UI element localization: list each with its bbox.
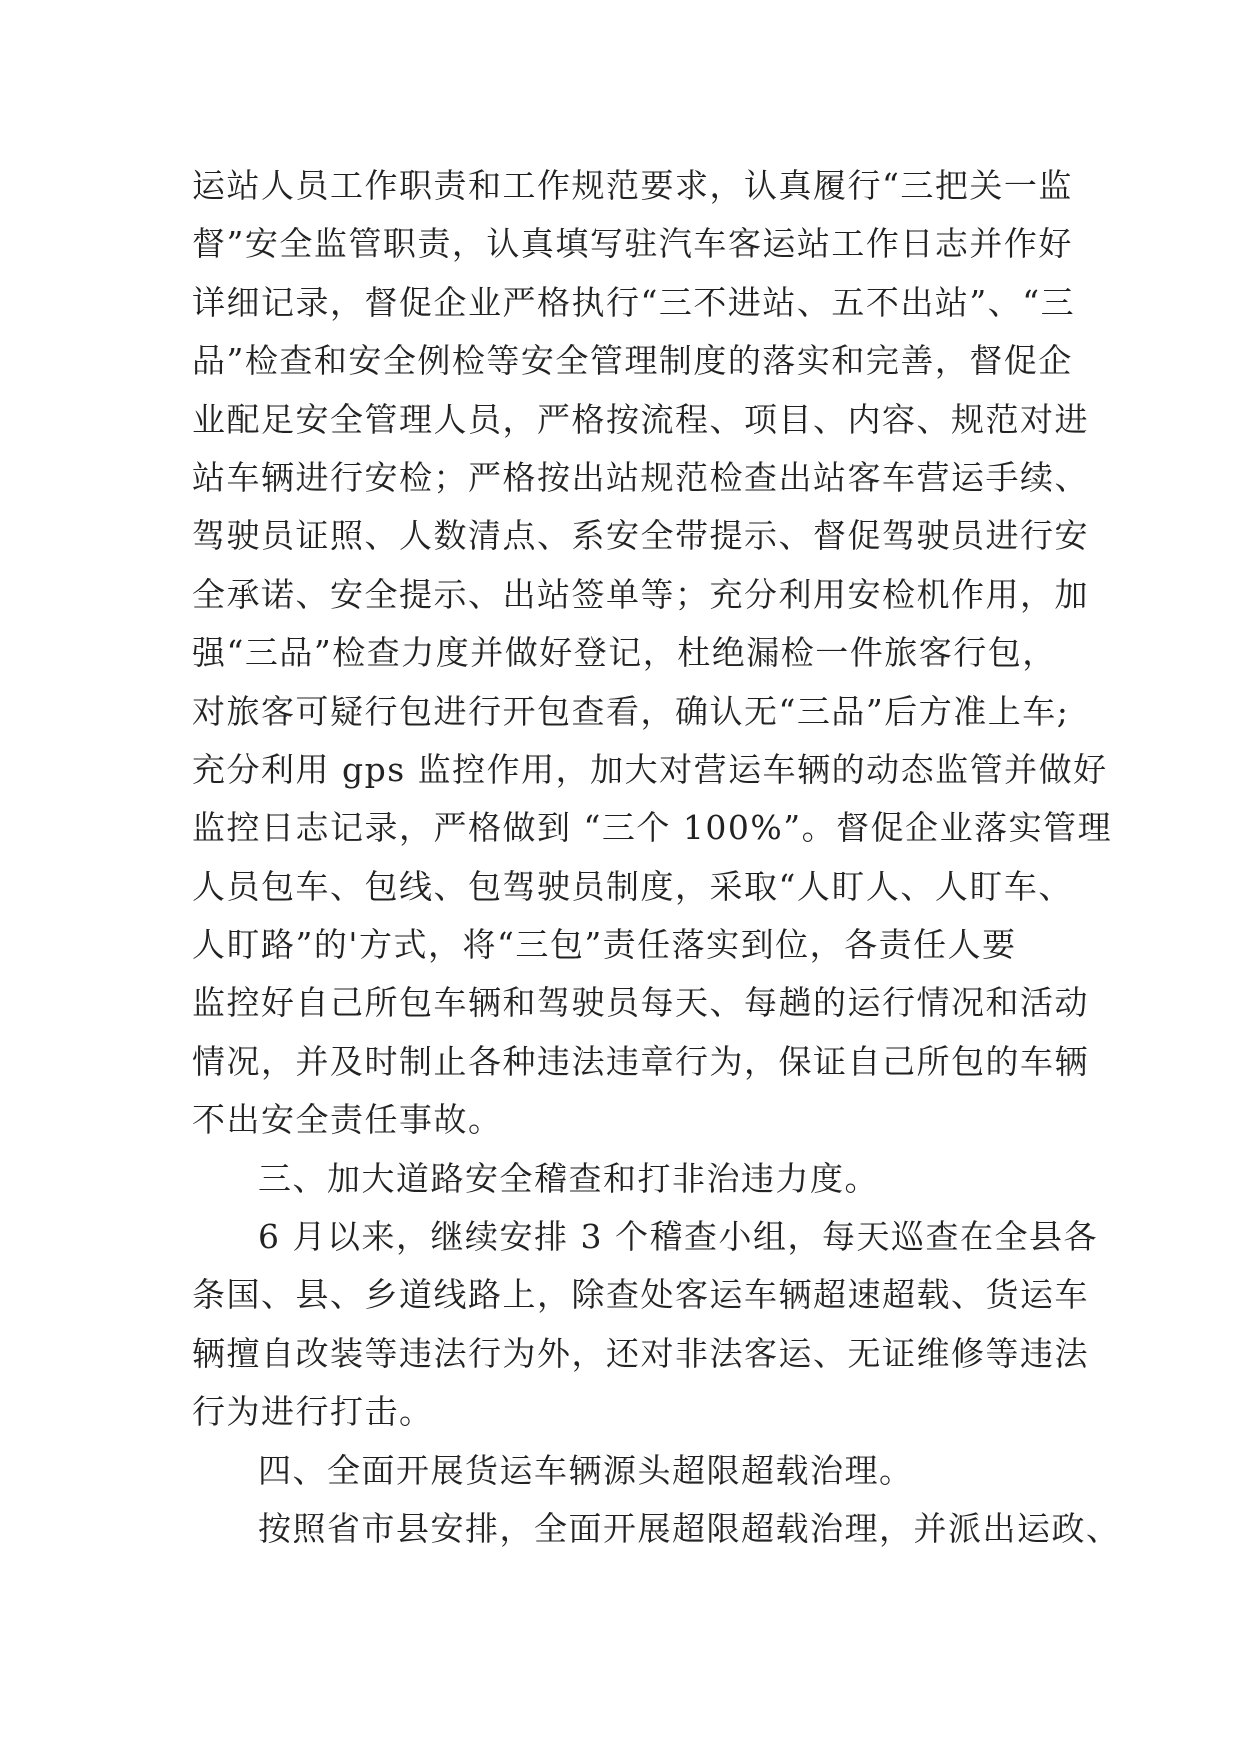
text-line: 辆擅自改装等违法行为外，还对非法客运、无证维修等违法 xyxy=(192,1333,1089,1373)
text-line: 全承诺、安全提示、出站签单等；充分利用安检机作用，加 xyxy=(192,574,1089,614)
text-line: 情况，并及时制止各种违法违章行为，保证自己所包的车辆 xyxy=(192,1041,1089,1081)
paragraph-first-line: 6 月以来，继续安排 3 个稽查小组，每天巡查在全县各 xyxy=(258,1217,1098,1257)
text-line: 品”检查和安全例检等安全管理制度的落实和完善，督促企 xyxy=(192,341,1073,381)
text-line: 业配足安全管理人员，严格按流程、项目、内容、规范对进 xyxy=(192,399,1089,439)
text-line: 监控好自己所包车辆和驾驶员每天、每趟的运行情况和活动 xyxy=(192,983,1089,1023)
text-line: 行为进行打击。 xyxy=(192,1392,434,1432)
text-line: 强“三品”检查力度并做好登记，杜绝漏检一件旅客行包， xyxy=(192,633,1057,673)
text-line: 驾驶员证照、人数清点、系安全带提示、督促驾驶员进行安 xyxy=(192,516,1089,556)
text-line: 详细记录，督促企业严格执行“三不进站、五不出站”、“三 xyxy=(192,282,1076,322)
text-line: 条国、县、乡道线路上，除查处客运车辆超速超载、货运车 xyxy=(192,1275,1089,1315)
text-line: 人盯路”的'方式，将“三包”责任落实到位，各责任人要 xyxy=(192,925,1017,965)
paragraph-first-line: 按照省市县安排，全面开展超限超载治理，并派出运政、 xyxy=(258,1508,1121,1548)
text-line: 站车辆进行安检；严格按出站规范检查出站客车营运手续、 xyxy=(192,457,1089,497)
text-line: 对旅客可疑行包进行开包查看，确认无“三品”后方准上车; xyxy=(192,691,1070,731)
section-heading: 三、加大道路安全稽查和打非治违力度。 xyxy=(258,1158,879,1198)
text-line: 运站人员工作职责和工作规范要求，认真履行“三把关一监 xyxy=(192,166,1073,205)
text-line: 不出安全责任事故。 xyxy=(192,1100,503,1140)
document-body xyxy=(192,157,1121,1558)
text-line: 监控日志记录，严格做到 “三个 100%”。督促企业落实管理 xyxy=(192,808,1113,848)
text-line: 充分利用 gps 监控作用，加大对营运车辆的动态监管并做好 xyxy=(192,749,1108,789)
text-line: 人员包车、包线、包驾驶员制度，采取“人盯人、人盯车、 xyxy=(192,866,1073,906)
text-line: 督”安全监管职责，认真填写驻汽车客运站工作日志并作好 xyxy=(192,224,1073,264)
section-heading: 四、全面开展货运车辆源头超限超载治理。 xyxy=(258,1450,914,1490)
